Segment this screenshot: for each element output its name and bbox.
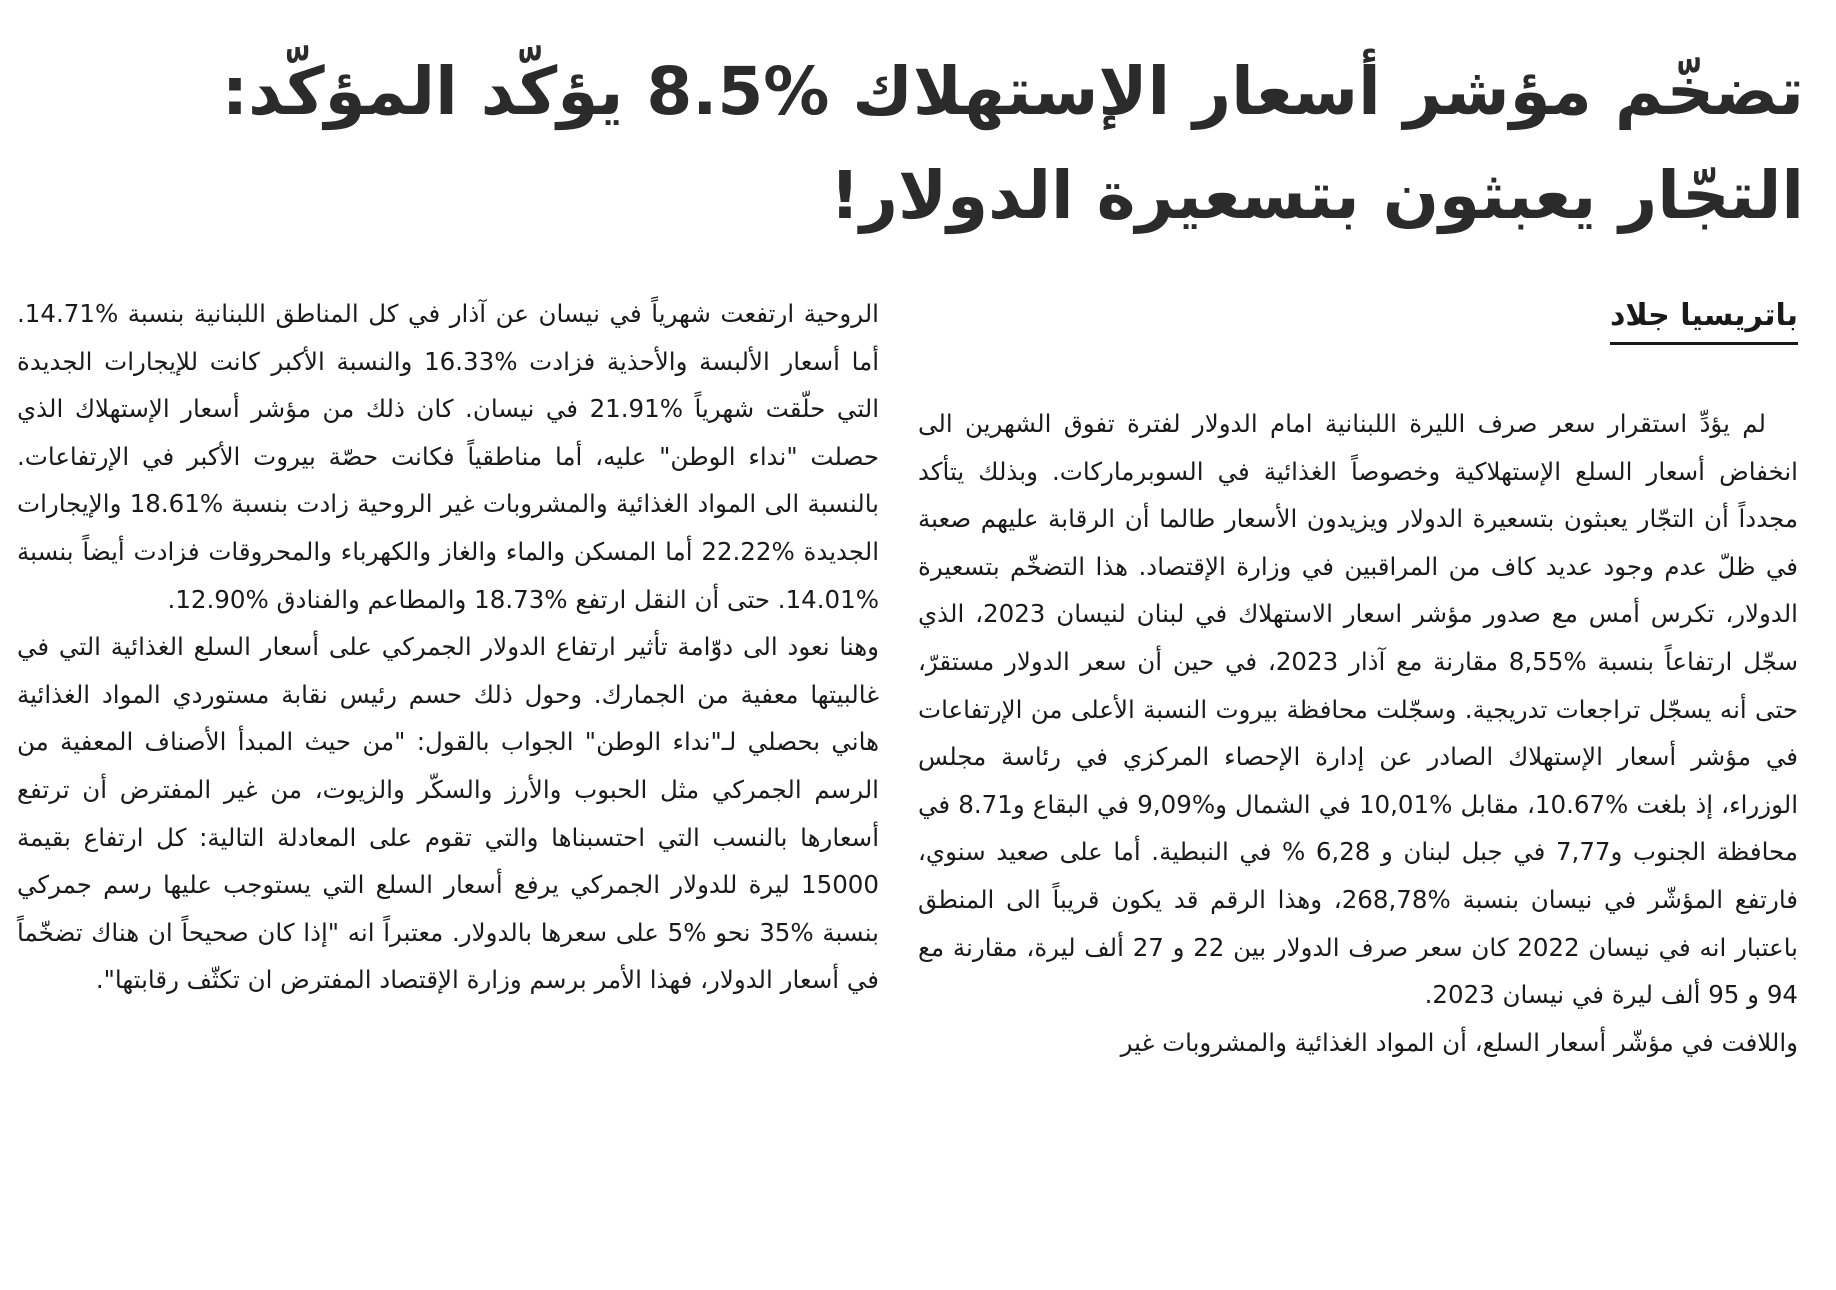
body-paragraph: لم يؤدِّ استقرار سعر صرف الليرة اللبنانية امام الدولار لفترة تفوق الشهرين الى انخفاض أسعار السلع الإستهلاكية وخصوصاً الغذائية في السوبرماركات. وبذلك يتأكد مجدداً أن التجّار يعبثون بتسعيرة الدولار ويزيدون الأسعار طالما أن الرقابة عليهم صعبة في ظلّ عدم وجود عديد كاف من المراقبين في وزارة الإقتصاد. هذا التضخّم بتسعيرة الدولار، تكرس أمس مع صدور مؤشر اسعار الاستهلاك في لبنان لنيسان 2023، الذي سجّل ارتفاعاً بنسبة %8,55 مقارنة مع آذار 2023، في حين أن سعر الدولار مستقرّ، حتى أنه يسجّل تراجعات تدريجية. وسجّلت محافظة بيروت النسبة الأعلى من الإرتفاعات في مؤشر أسعار الإستهلاك الصادر عن إدارة الإحصاء المركزي في رئاسة مجلس الوزراء، إذ بلغت %10.67، مقابل %10,01 في الشمال و%9,09 في البقاع و8.71 في محافظة الجنوب و7,77 في جبل لبنان و 6,28 % في النبطية. أما على صعيد سنوي، فارتفع المؤشّر في نيسان بنسبة %268,78، وهذا الرقم قد يكون قريباً الى المنطق باعتبار انه في نيسان 2022 كان سعر صرف الدولار بين 22 و 27 ألف ليرة، مقارنة مع 94 و 95 ألف ليرة في نيسان 2023.	[918, 409, 1798, 1010]
headline	[34, 40, 1804, 248]
author-byline: باتريسيا جلاد	[1610, 294, 1798, 345]
headline-line-1: تضخّم مؤشر أسعار الإستهلاك %8.5 يؤكّد المؤكّد:	[221, 53, 1804, 130]
headline-line-2: التجّار يعبثون بتسعيرة الدولار!	[829, 157, 1804, 234]
body-paragraph: وهنا نعود الى دوّامة تأثير ارتفاع الدولار الجمركي على أسعار السلع الغذائية التي في غالبيتها معفية من الجمارك. وحول ذلك حسم رئيس نقابة مستوردي المواد الغذائية هاني بحصلي لـ"نداء الوطن" الجواب بالقول: "من حيث المبدأ الأصناف المعفية من الرسم الجمركي مثل الحبوب والأرز والسكّر والزيوت، من غير المفترض أن ترتفع أسعارها بالنسب التي احتسبناها والتي تقوم على المعادلة التالية: كل ارتفاع بقيمة 15000 ليرة للدولار الجمركي يرفع أسعار السلع التي يستوجب عليها رسم جمركي بنسبة %35 نحو %5 على سعرها بالدولار. معتبراً انه "إذا كان صحيحاً ان هناك تضخّماً في أسعار الدولار، فهذا الأمر برسم وزارة الإقتصاد المفترض ان تكثّف رقابتها".	[17, 632, 879, 995]
article-column-right	[918, 400, 1798, 1066]
body-paragraph: الروحية ارتفعت شهرياً في نيسان عن آذار في كل المناطق اللبنانية بنسبة %14.71. أما أسعار الألبسة والأحذية فزادت %16.33 والنسبة الأكبر كانت للإيجارات الجديدة التي حلّقت شهرياً %21.91 في نيسان. كان ذلك من مؤشر أسعار الإستهلاك الذي حصلت "نداء الوطن" عليه، أما مناطقياً فكانت حصّة بيروت الأكبر في الإرتفاعات. بالنسبة الى المواد الغذائية والمشروبات غير الروحية زادت بنسبة %18.61 والإيجارات الجديدة %22.22 أما المسكن والماء والغاز والكهرباء والمحروقات فزادت أيضاً بنسبة %14.01. حتى أن النقل ارتفع %18.73 والمطاعم والفنادق %12.90.	[17, 299, 880, 614]
body-paragraph: واللافت في مؤشّر أسعار السلع، أن المواد الغذائية والمشروبات غير	[1120, 1027, 1798, 1057]
article-column-left	[17, 290, 879, 1004]
